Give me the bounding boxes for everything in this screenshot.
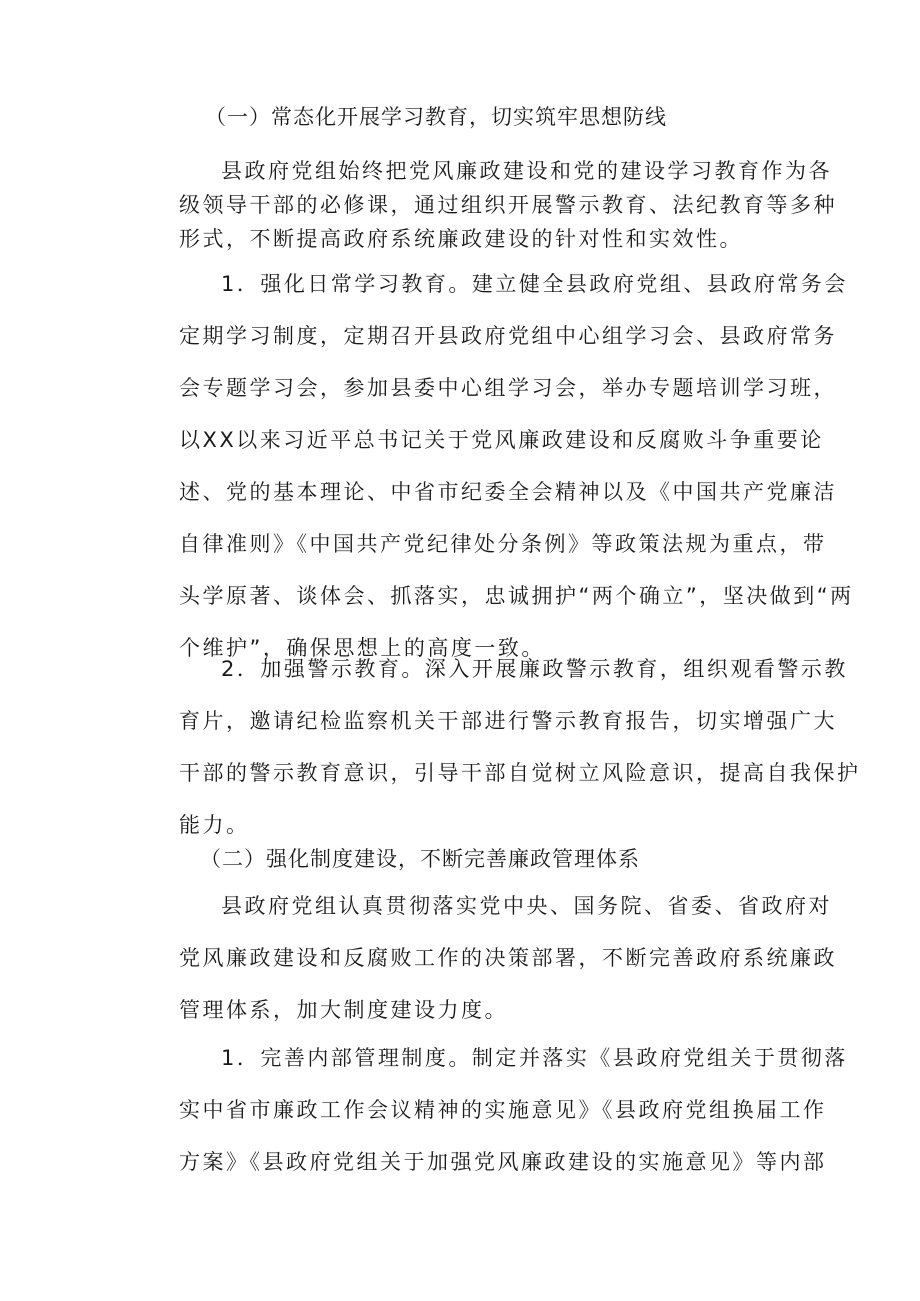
paragraph-section2-intro — [137, 880, 837, 1036]
text-line: 县政府党组认真贯彻落实党中央、国务院、省委、省政府对 — [221, 894, 832, 918]
text-line: 党风廉政建设和反腐败工作的决策部署，不断完善政府系统廉政 — [179, 946, 837, 970]
text-line: 以XX以来习近平总书记关于党风廉政建设和反腐败斗争重要论 — [179, 428, 824, 452]
paragraph-section1-item2 — [137, 643, 861, 851]
text-line: 管理体系，加大制度建设力度。 — [179, 998, 508, 1022]
text-line: 自律准则》《中国共产党纪律处分条例》等政策法规为重点，带 — [179, 532, 827, 556]
paragraph-section1-intro — [137, 145, 837, 265]
section-heading-2: （二）强化制度建设，不断完善廉政管理体系 — [200, 847, 640, 871]
text-line: 1．完善内部管理制度。制定并落实《县政府党组关于贯彻落 — [221, 1046, 848, 1070]
text-line: 述、党的基本理论、中省市纪委全会精神以及《中国共产党廉洁 — [179, 480, 837, 504]
text-line: 会专题学习会，参加县委中心组学习会，举办专题培训学习班， — [179, 376, 837, 400]
text-line: 定期学习制度，定期召开县政府党组中心组学习会、县政府常务 — [179, 324, 837, 348]
text-line: 形式，不断提高政府系统廉政建设的针对性和实效性。 — [179, 227, 743, 251]
text-line: 1．强化日常学习教育。建立健全县政府党组、县政府常务会 — [221, 272, 848, 296]
text-line: 干部的警示教育意识，引导干部自觉树立风险意识，提高自我保护 — [179, 761, 861, 785]
text-line: 实中省市廉政工作会议精神的实施意见》《县政府党组换届工作 — [179, 1098, 827, 1122]
text-line: 能力。 — [179, 813, 250, 837]
text-line: 2．加强警示教育。深入开展廉政警示教育，组织观看警示教 — [221, 657, 848, 681]
paragraph-section2-item1 — [137, 1032, 848, 1188]
section-heading-1: （一）常态化开展学习教育，切实筑牢思想防线 — [205, 105, 667, 129]
text-line: 育片，邀请纪检监察机关干部进行警示教育报告，切实增强广大 — [179, 709, 837, 733]
text-line: 县政府党组始终把党风廉政建设和党的建设学习教育作为各 — [221, 159, 832, 183]
text-line: 头学原著、谈体会、抓落实，忠诚拥护“两个确立”，坚决做到“两 — [179, 584, 854, 608]
text-line: 级领导干部的必修课，通过组织开展警示教育、法纪教育等多种 — [179, 193, 837, 217]
text-line: 个维护”，确保思想上的高度一致。 — [179, 636, 545, 660]
text-line: 方案》《县政府党组关于加强党风廉政建设的实施意见》等内部 — [179, 1150, 827, 1174]
paragraph-section1-item1 — [137, 258, 854, 674]
